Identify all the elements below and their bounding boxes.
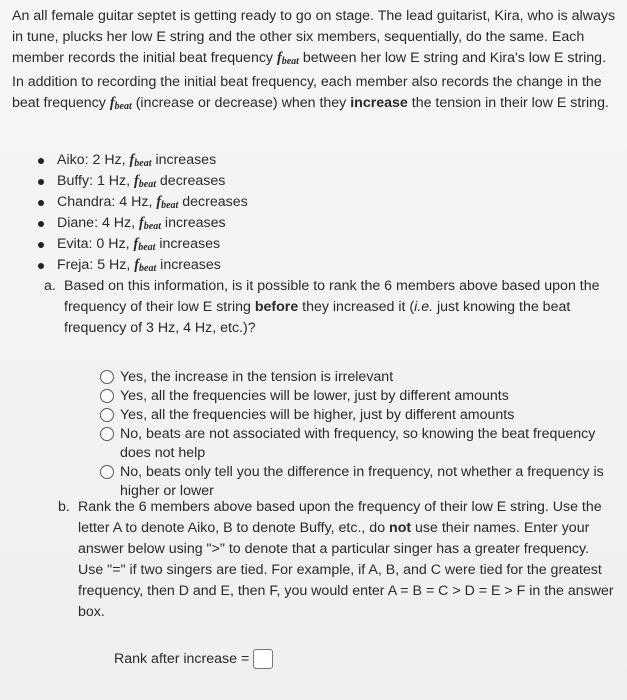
part-b-label: b. <box>58 499 70 515</box>
list-item: Buffy: 1 Hz, $f_{beat}$ decreases <box>36 171 248 192</box>
member-list <box>36 150 248 276</box>
problem-intro <box>12 6 620 117</box>
radio-button[interactable] <box>100 389 114 403</box>
fbeat-symbol: $f_{beat}$ <box>134 173 156 190</box>
list-item: Chandra: 4 Hz, $f_{beat}$ decreases <box>36 192 248 213</box>
part-a-ie: i.e. <box>414 299 434 315</box>
intro-text-3: (increase or decrease) when they <box>131 95 351 111</box>
answer-row <box>114 648 273 670</box>
intro-bold-increase: increase <box>350 95 408 111</box>
intro-text-4: the tension in their low E string. <box>407 95 609 111</box>
option-label: No, beats only tell you the difference in frequency, not whether a frequency is higher or lower <box>120 464 604 499</box>
fbeat-symbol: $f_{beat}$ <box>129 152 152 169</box>
part-a-bold-before: before <box>254 299 299 315</box>
part-b-text: Rank the 6 members above based upon the frequency of their low E string. Use the letter A to denote Aiko, B to denote Buffy, etc., do not use their names. Enter your answer below using ">" to denote that a particular singer has a greater frequency. Use "=" if two singers are tied. For example, if A, B, and C were tied for the greatest frequency, then D and E, then F, you would enter A = B = C > D = E > F in the answer box. <box>78 499 614 620</box>
fbeat-symbol: $f_{beat}$ <box>276 50 299 67</box>
list-item: Evita: 0 Hz, $f_{beat}$ increases <box>36 234 248 255</box>
rank-answer-input[interactable] <box>253 649 273 669</box>
radio-button[interactable] <box>100 408 114 422</box>
part-a-options <box>100 368 615 501</box>
radio-button[interactable] <box>100 427 114 441</box>
option-label: Yes, all the frequencies will be higher, just by different amounts <box>120 407 515 423</box>
part-a-question <box>44 276 604 339</box>
fbeat-symbol: $f_{beat}$ <box>109 95 132 112</box>
option-4[interactable] <box>100 425 615 463</box>
part-a-text: Based on this information, is it possible to rank the 6 members above based upon the frequency of their low E string before they increased it (i.e. just knowing the beat frequency of 3 Hz, 4 Hz, etc.)? <box>64 278 600 336</box>
list-item: Freja: 5 Hz, $f_{beat}$ increases <box>36 255 248 276</box>
fbeat-symbol: $f_{beat}$ <box>133 236 156 253</box>
fbeat-symbol: $f_{beat}$ <box>134 257 157 274</box>
option-3[interactable] <box>100 406 615 425</box>
list-item: Diane: 4 Hz, $f_{beat}$ increases <box>36 213 248 234</box>
option-2[interactable] <box>100 387 615 406</box>
option-label: No, beats are not associated with frequency, so knowing the beat frequency does not help <box>120 426 596 461</box>
fbeat-symbol: $f_{beat}$ <box>156 194 179 211</box>
part-b-bold-not: not <box>389 520 412 536</box>
intro-text-1: An all female guitar septet is getting ready to go on stage. The lead guitarist, Kira, who is always in tune, plucks her low E string and the other six members, sequentially, do the same. Each member records the initial beat frequency <box>12 8 616 66</box>
list-item: Aiko: 2 Hz, $f_{beat}$ increases <box>36 150 248 171</box>
answer-label: Rank after increase = <box>114 651 250 667</box>
option-1[interactable] <box>100 368 615 387</box>
option-label: Yes, the increase in the tension is irrelevant <box>120 369 394 385</box>
option-5[interactable] <box>100 463 615 501</box>
radio-button[interactable] <box>100 465 114 479</box>
part-b-question <box>58 497 618 623</box>
part-a-label: a. <box>44 278 56 294</box>
intro-text-2: between her low E string and Kira's low E string. In addition to recording the initial beat frequency, each member also records the change in the beat frequency <box>12 50 607 111</box>
radio-button[interactable] <box>100 370 114 384</box>
option-label: Yes, all the frequencies will be lower, just by different amounts <box>120 388 509 404</box>
fbeat-symbol: $f_{beat}$ <box>139 215 161 232</box>
